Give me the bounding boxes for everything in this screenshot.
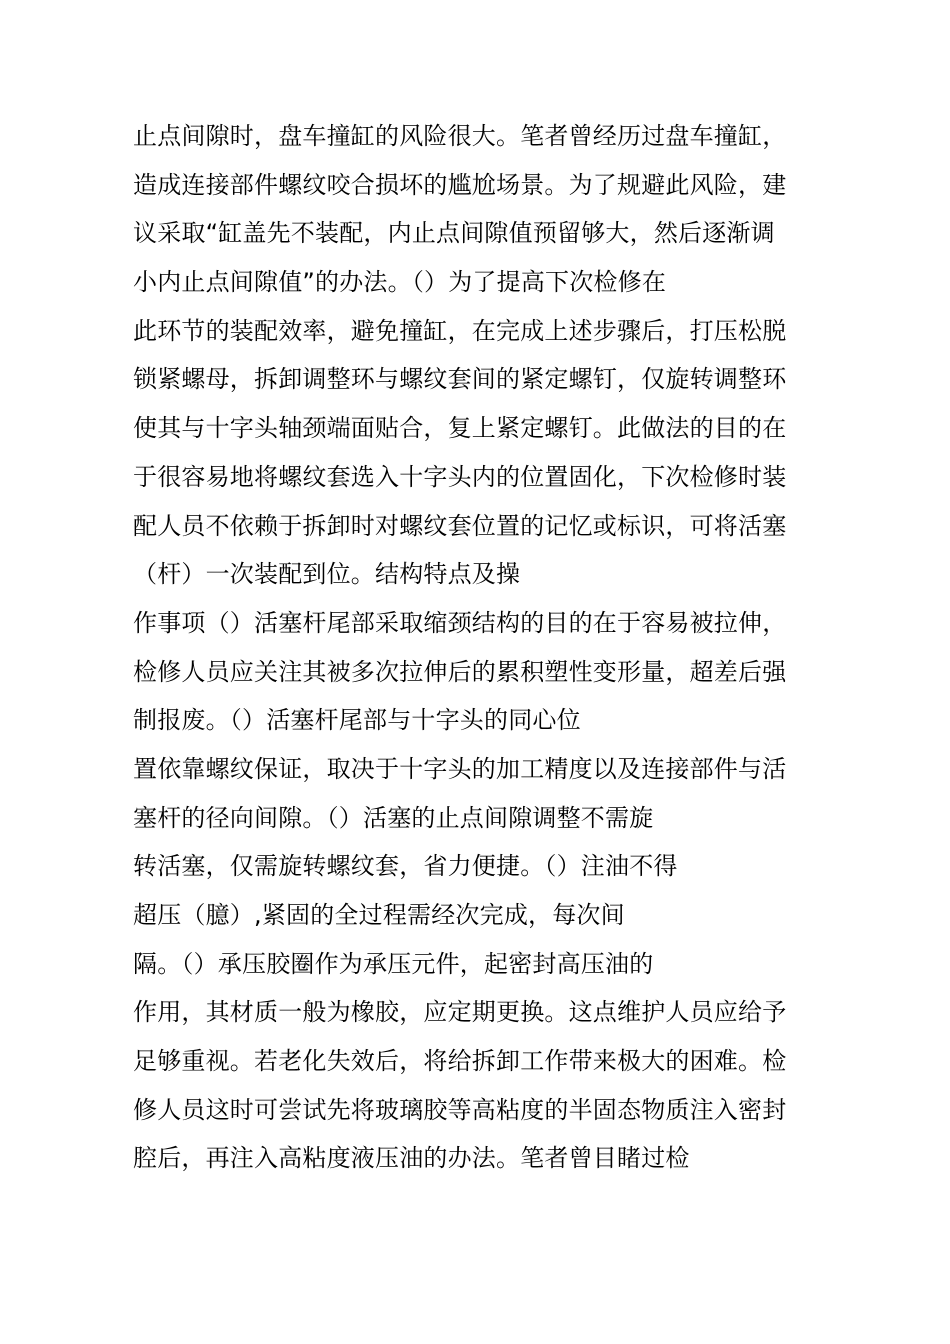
text-line: 转活塞，仅需旋转螺纹套，省力便捷。（）注油不得 <box>133 852 678 881</box>
text-line: 使其与十字头轴颈端面贴合，复上紧定螺钉。此做法的目的在 <box>133 414 787 443</box>
text-line: 作事项（）活塞杆尾部采取缩颈结构的目的在于容易被拉伸， <box>133 608 787 637</box>
text-line: 锁紧螺母，拆卸调整环与螺纹套间的紧定螺钉，仅旋转调整环 <box>133 365 787 394</box>
text-line: （杆）一次装配到位。结构特点及操 <box>133 560 521 589</box>
text-line: 造成连接部件螺纹咬合损坏的尴尬场景。为了规避此风险，建 <box>133 170 787 199</box>
text-line: 隔。（）承压胶圈作为承压元件，起密封高压油的 <box>133 949 654 978</box>
text-line: 小内止点间隙值”的办法。（）为了提高下次检修在 <box>133 268 667 297</box>
text-line: 于很容易地将螺纹套选入十字头内的位置固化，下次检修时装 <box>133 462 787 491</box>
text-line: 议采取“缸盖先不装配，内止点间隙值预留够大，然后逐渐调 <box>133 219 775 248</box>
text-line: 足够重视。若老化失效后，将给拆卸工作带来极大的困难。检 <box>133 1047 787 1076</box>
text-line: 置依靠螺纹保证，取决于十字头的加工精度以及连接部件与活 <box>133 754 787 783</box>
text-line: 此环节的装配效率，避免撞缸，在完成上述步骤后，打压松脱 <box>133 316 787 345</box>
text-line: 制报废。（）活塞杆尾部与十字头的同心位 <box>133 706 581 735</box>
text-line: 腔后，再注入高粘度液压油的办法。笔者曾目睹过检 <box>133 1144 690 1173</box>
text-line: 超压（臆）,紧固的全过程需经次完成，每次间 <box>133 901 625 929</box>
text-line: 止点间隙时，盘车撞缸的风险很大。笔者曾经历过盘车撞缸， <box>133 122 787 150</box>
text-line: 作用，其材质一般为橡胶，应定期更换。这点维护人员应给予 <box>133 998 787 1027</box>
text-line: 配人员不依赖于拆卸时对螺纹套位置的记忆或标识，可将活塞 <box>133 511 787 540</box>
text-line: 塞杆的径向间隙。（）活塞的止点间隙调整不需旋 <box>133 803 654 832</box>
body-text <box>133 112 833 1183</box>
text-line: 检修人员应关注其被多次拉伸后的累积塑性变形量，超差后强 <box>133 657 787 686</box>
text-line: 修人员这时可尝试先将玻璃胶等高粘度的半固态物质注入密封 <box>133 1095 787 1124</box>
